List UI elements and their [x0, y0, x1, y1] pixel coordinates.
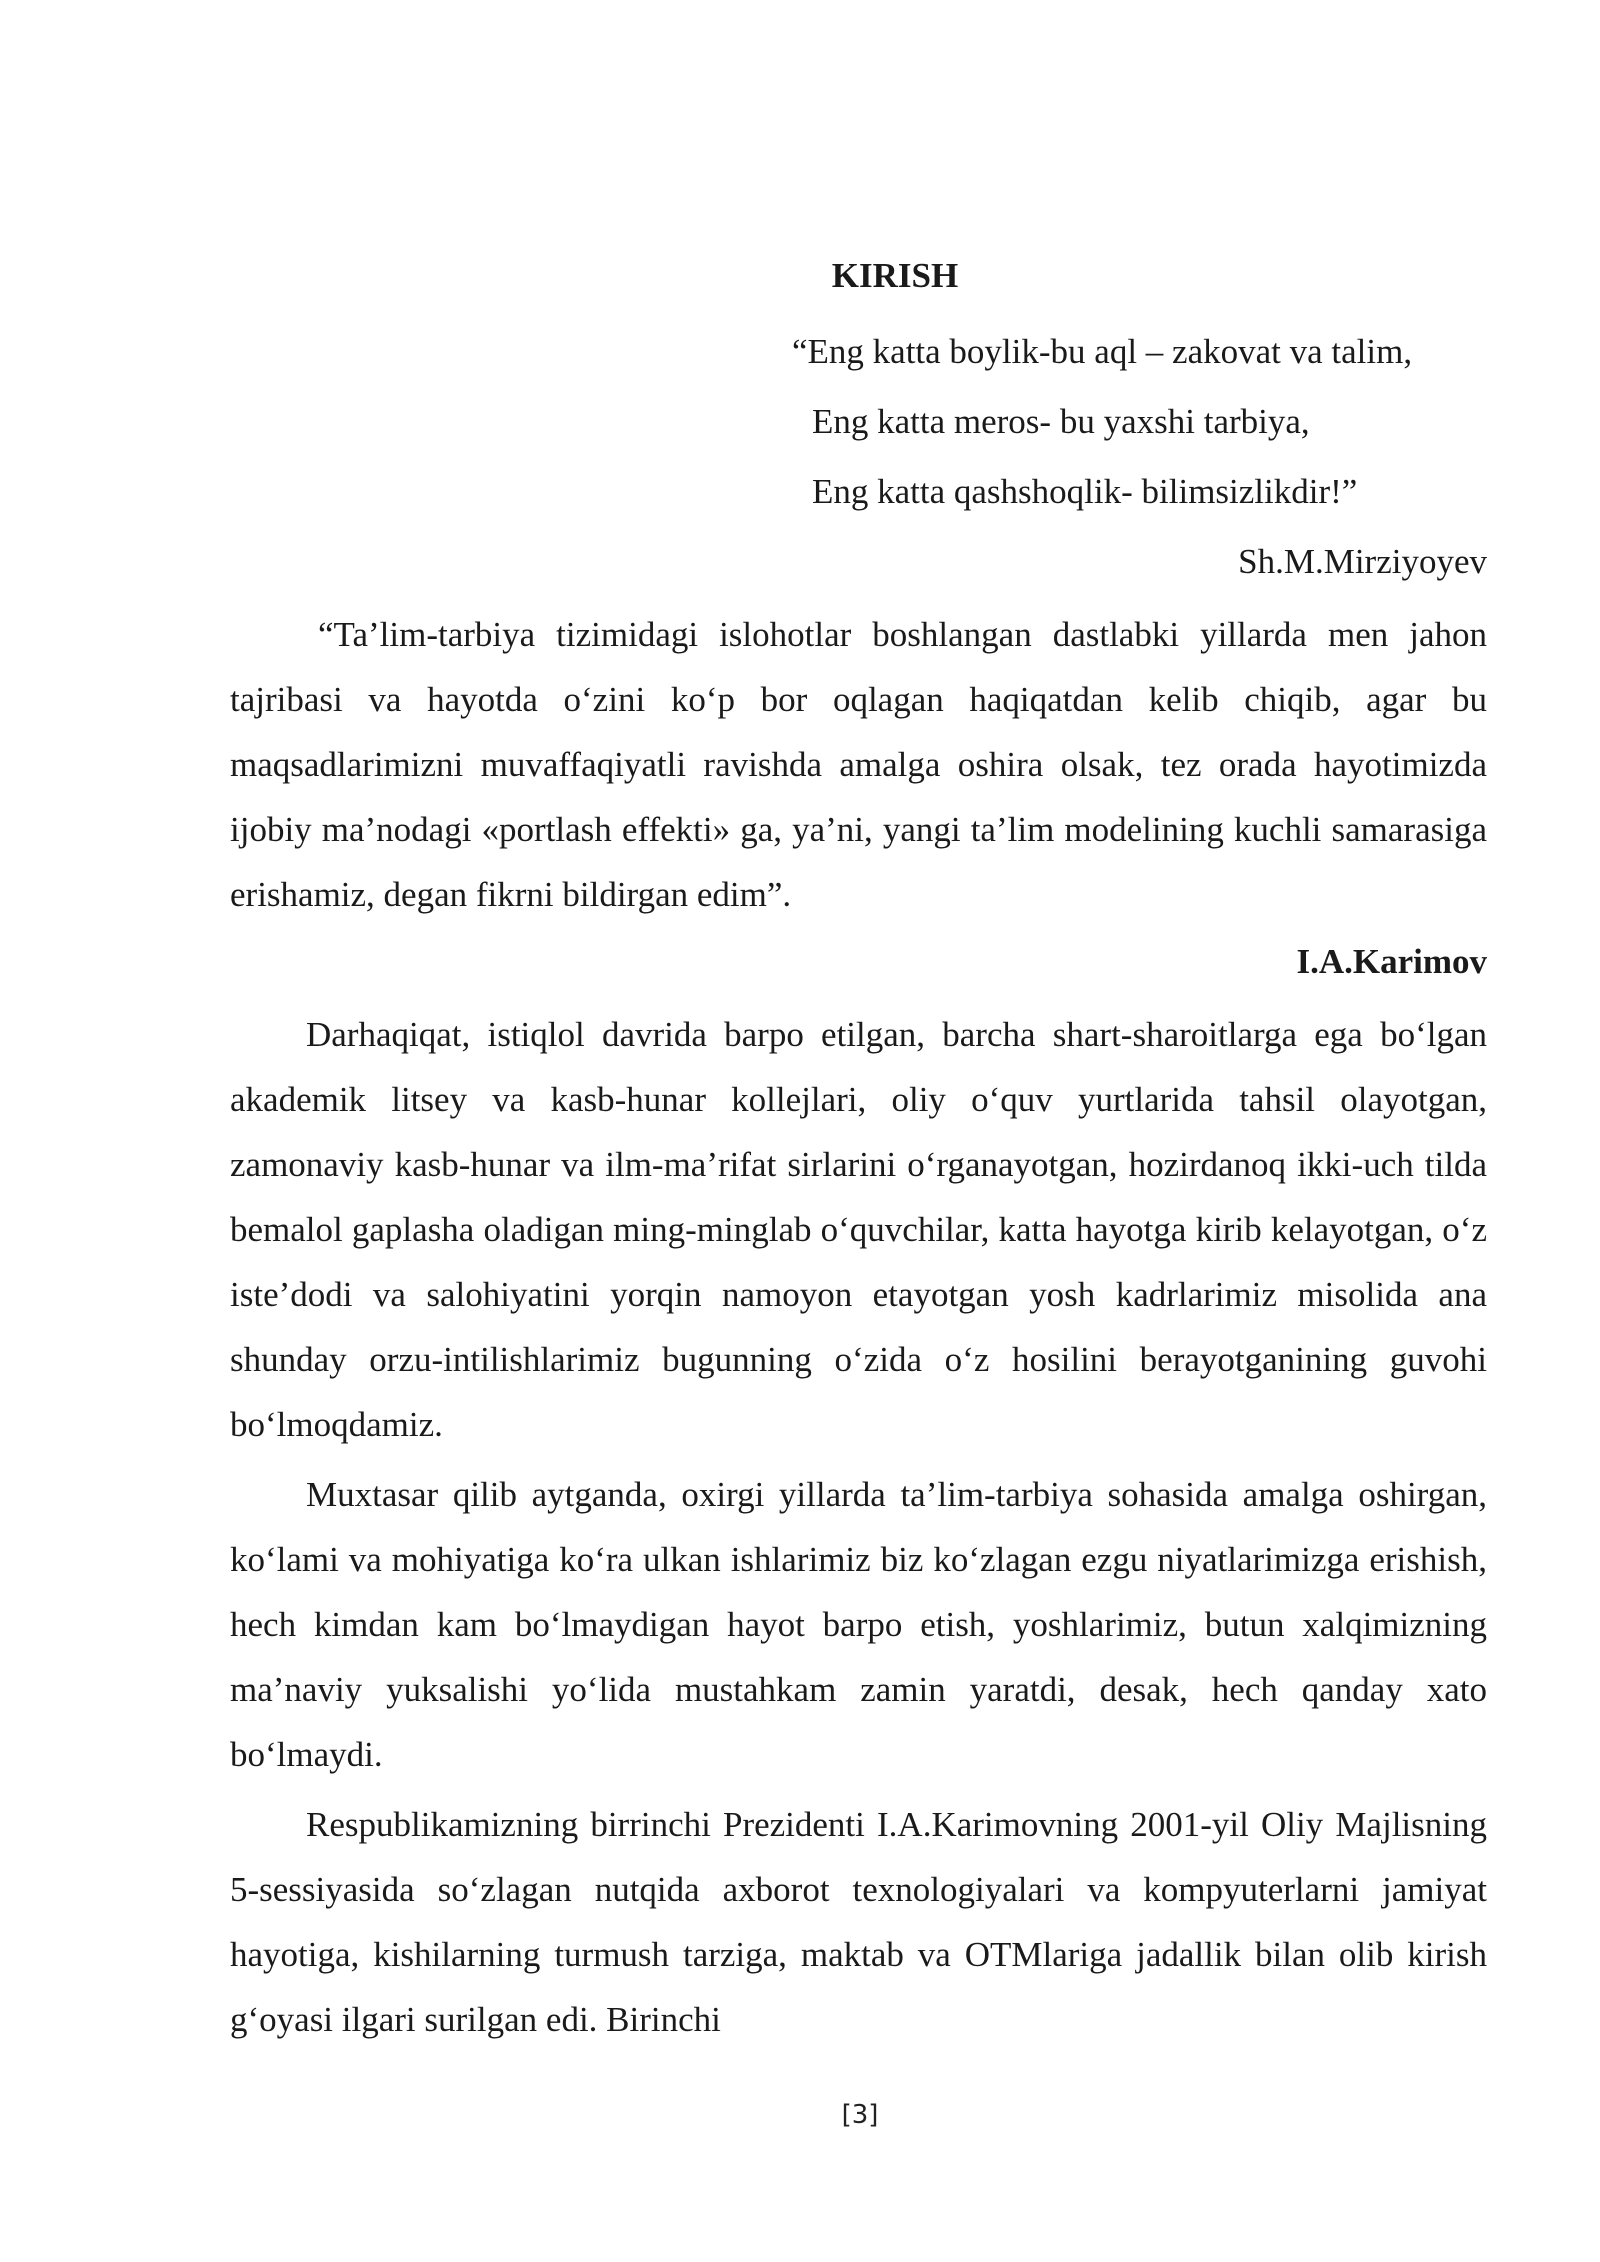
epigraph-line-2: Eng katta meros- bu yaxshi tarbiya, — [812, 402, 1310, 441]
epigraph-author: Sh.M.Mirziyoyev — [1238, 542, 1487, 581]
section-heading: KIRISH — [831, 256, 959, 295]
epigraph-line-3: Eng katta qashshoqlik- bilimsizlikdir!” — [812, 472, 1358, 511]
body-paragraph-3: Respublikamizning birrinchi Prezidenti I.A.Karimovning 2001-yil Oliy Majlisning 5-sessiyasida so‘zlagan nutqida axborot texnologiyalari va kompyuterlarni jamiyat hayotiga, kishilarning turmush tarziga, maktab va OTMlariga jadallik bilan olib kirish g‘oyasi ilgari surilgan edi. Birinchi — [230, 1805, 1487, 2039]
epigraph-line-1: “Eng katta boylik-bu aql – zakovat va talim, — [792, 332, 1413, 371]
quote-paragraph: “Ta’lim-tarbiya tizimidagi islohotlar boshlangan dastlabki yillarda men jahon tajribasi va hayotda o‘zini ko‘p bor oqlagan haqiqatdan kelib chiqib, agar bu maqsadlarimizni muvaffaqiyatli ravishda amalga oshira olsak, tez orada hayotimizda ijobiy ma’nodagi «portlash effekti» ga, ya’ni, yangi ta’lim modelining kuchli samarasiga erishamiz, degan fikrni bildirgan edim”. — [230, 615, 1487, 914]
body-paragraph-1: Darhaqiqat, istiqlol davrida barpo etilgan, barcha shart-sharoitlarga ega bo‘lgan akademik litsey va kasb-hunar kollejlari, oliy o‘quv yurtlarida tahsil olayotgan, zamonaviy kasb-hunar va ilm-ma’rifat sirlarini o‘rganayotgan, hozirdanoq ikki-uch tilda bemalol gaplasha oladigan ming-minglab o‘quvchilar, katta hayotga kirib kelayotgan, o‘z iste’dodi va salohiyatini yorqin namoyon etayotgan yosh kadrlarimiz misolida ana shunday orzu-intilishlarimiz bugunning o‘zida o‘z hosilini berayotganining guvohi bo‘lmoqdamiz. — [230, 1015, 1487, 1444]
page-number: [3] — [841, 2100, 879, 2130]
body-paragraph-2: Muxtasar qilib aytganda, oxirgi yillarda ta’lim-tarbiya sohasida amalga oshirgan, ko‘lami va mohiyatiga ko‘ra ulkan ishlarimiz biz ko‘zlagan ezgu niyatlarimizga erishish, hech kimdan kam bo‘lmaydigan hayot barpo etish, yoshlarimiz, butun xalqimizning ma’naviy yuksalishi yo‘lida mustahkam zamin yaratdi, desak, hech qanday xato bo‘lmaydi. — [230, 1475, 1487, 1774]
quote-author: I.A.Karimov — [1296, 942, 1487, 981]
